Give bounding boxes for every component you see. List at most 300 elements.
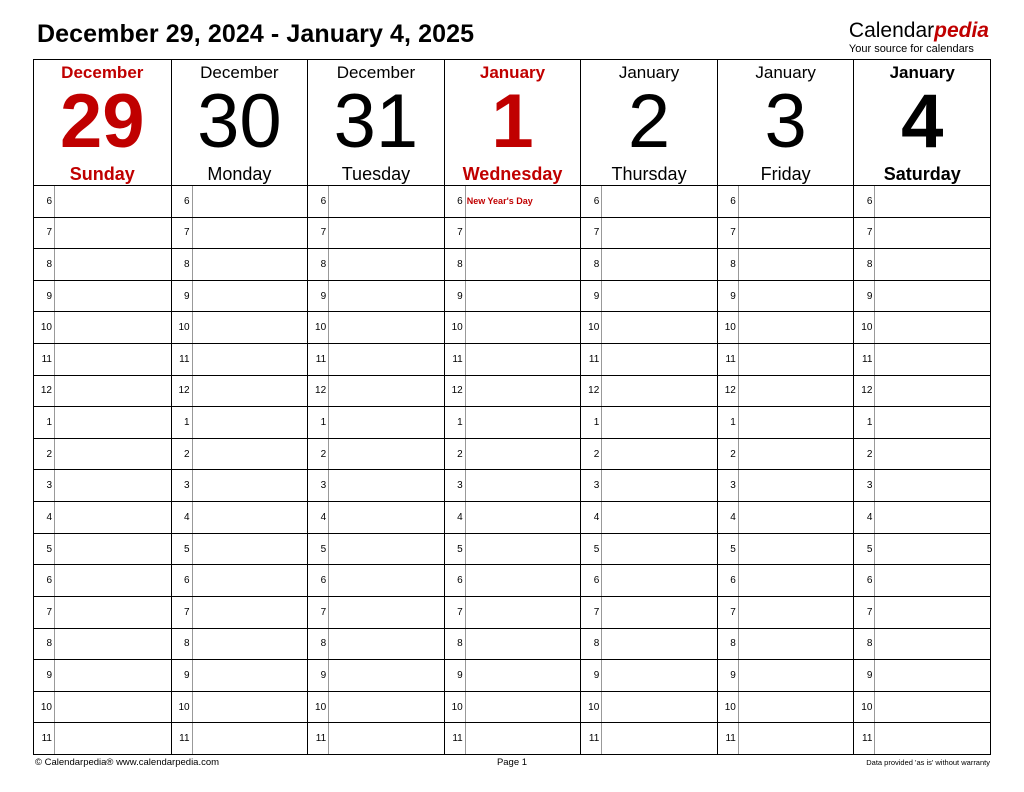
hour-label: 10 — [172, 312, 193, 343]
hour-label: 7 — [854, 218, 875, 249]
page-title: December 29, 2024 - January 4, 2025 — [37, 20, 475, 48]
hour-label: 6 — [445, 186, 466, 217]
time-slot[interactable] — [718, 723, 854, 754]
day-month: January — [618, 63, 680, 82]
time-slot[interactable] — [445, 692, 581, 724]
time-slot[interactable] — [172, 629, 308, 661]
day-column — [444, 60, 581, 754]
time-slot[interactable] — [34, 312, 171, 344]
hour-label: 6 — [445, 565, 466, 596]
time-slot[interactable] — [308, 376, 444, 408]
time-slot[interactable] — [172, 439, 308, 471]
time-slot[interactable] — [581, 344, 717, 376]
day-month: December — [336, 63, 416, 82]
hour-label: 11 — [718, 344, 739, 375]
hour-label: 10 — [308, 692, 329, 723]
hour-label: 2 — [581, 439, 602, 470]
hour-label: 3 — [718, 470, 739, 501]
day-number: 2 — [627, 79, 671, 164]
day-column — [580, 60, 717, 754]
hour-label: 2 — [172, 439, 193, 470]
time-slot[interactable] — [34, 281, 171, 313]
hour-label: 9 — [308, 660, 329, 691]
time-slot[interactable] — [581, 597, 717, 629]
hour-label: 12 — [854, 376, 875, 407]
time-slot[interactable] — [854, 502, 990, 534]
time-slot[interactable] — [172, 281, 308, 313]
hour-label: 4 — [34, 502, 55, 533]
week-grid — [33, 59, 991, 755]
time-slot[interactable] — [445, 629, 581, 661]
hour-label: 5 — [34, 534, 55, 565]
time-slots — [172, 186, 308, 754]
time-slot[interactable] — [854, 565, 990, 597]
time-slot[interactable] — [172, 470, 308, 502]
time-slot[interactable] — [718, 660, 854, 692]
hour-label: 8 — [172, 249, 193, 280]
hour-label: 1 — [34, 407, 55, 438]
time-slot[interactable] — [445, 660, 581, 692]
time-slot[interactable] — [34, 534, 171, 566]
time-slot[interactable] — [854, 186, 990, 218]
hour-label: 8 — [34, 249, 55, 280]
hour-label: 12 — [581, 376, 602, 407]
time-slot[interactable] — [445, 565, 581, 597]
time-slot[interactable] — [581, 186, 717, 218]
hour-label: 12 — [718, 376, 739, 407]
time-slot[interactable] — [854, 534, 990, 566]
time-slot[interactable] — [308, 534, 444, 566]
day-number: 3 — [764, 79, 807, 164]
time-slot[interactable] — [581, 376, 717, 408]
hour-label: 11 — [854, 723, 875, 754]
hour-label: 11 — [172, 344, 193, 375]
hour-label: 8 — [308, 629, 329, 660]
time-slot[interactable] — [854, 281, 990, 313]
time-slot[interactable] — [854, 660, 990, 692]
hour-label: 7 — [718, 218, 739, 249]
time-slot[interactable] — [854, 629, 990, 661]
day-header — [34, 60, 171, 186]
time-slots — [34, 186, 171, 754]
hour-label: 10 — [854, 692, 875, 723]
hour-label: 10 — [718, 312, 739, 343]
day-number: 4 — [901, 79, 944, 164]
time-slot[interactable] — [854, 407, 990, 439]
day-month: January — [755, 63, 816, 82]
hour-label: 6 — [718, 565, 739, 596]
time-slot[interactable] — [718, 470, 854, 502]
day-header — [854, 60, 990, 186]
hour-label: 9 — [854, 281, 875, 312]
time-slot[interactable] — [172, 376, 308, 408]
footer-copyright: © Calendarpedia® www.calendarpedia.com — [35, 757, 220, 768]
time-slot[interactable] — [34, 344, 171, 376]
time-slots — [308, 186, 444, 754]
time-slot[interactable] — [308, 281, 444, 313]
time-slot[interactable] — [445, 344, 581, 376]
hour-label: 5 — [581, 534, 602, 565]
hour-label: 8 — [445, 249, 466, 280]
hour-label: 7 — [445, 218, 466, 249]
day-weekday: Wednesday — [462, 164, 563, 184]
day-column — [34, 60, 171, 754]
hour-label: 1 — [445, 407, 466, 438]
hour-label: 3 — [172, 470, 193, 501]
hour-label: 6 — [308, 186, 329, 217]
hour-label: 7 — [172, 218, 193, 249]
hour-label: 5 — [718, 534, 739, 565]
time-slot[interactable] — [34, 470, 171, 502]
time-slot[interactable] — [34, 218, 171, 250]
time-slot[interactable] — [718, 407, 854, 439]
hour-label: 10 — [581, 312, 602, 343]
hour-label: 11 — [445, 723, 466, 754]
hour-label: 4 — [308, 502, 329, 533]
hour-label: 10 — [172, 692, 193, 723]
time-slots — [581, 186, 717, 754]
time-slot[interactable] — [34, 692, 171, 724]
time-slot[interactable] — [308, 470, 444, 502]
time-slot[interactable] — [34, 376, 171, 408]
hour-label: 7 — [172, 597, 193, 628]
hour-label: 7 — [308, 597, 329, 628]
time-slot[interactable] — [581, 534, 717, 566]
time-slot[interactable] — [172, 186, 308, 218]
time-slot[interactable] — [581, 692, 717, 724]
time-slot[interactable] — [581, 470, 717, 502]
hour-label: 1 — [718, 407, 739, 438]
time-slot[interactable] — [445, 281, 581, 313]
time-slot[interactable] — [172, 565, 308, 597]
hour-label: 7 — [854, 597, 875, 628]
hour-label: 6 — [34, 186, 55, 217]
time-slot[interactable] — [172, 692, 308, 724]
hour-label: 3 — [581, 470, 602, 501]
day-weekday: Tuesday — [341, 164, 411, 184]
hour-label: 1 — [172, 407, 193, 438]
time-slot[interactable] — [581, 629, 717, 661]
time-slots — [854, 186, 990, 754]
day-number: 29 — [60, 79, 145, 164]
time-slot[interactable] — [34, 439, 171, 471]
hour-label: 9 — [581, 281, 602, 312]
time-slot[interactable] — [308, 249, 444, 281]
time-slot[interactable] — [172, 534, 308, 566]
day-header — [445, 60, 581, 186]
hour-label: 11 — [581, 723, 602, 754]
hour-label: 4 — [172, 502, 193, 533]
hour-label: 10 — [445, 312, 466, 343]
time-slot[interactable] — [445, 723, 581, 754]
hour-label: 10 — [581, 692, 602, 723]
hour-label: 9 — [34, 281, 55, 312]
hour-label: 7 — [34, 597, 55, 628]
hour-label: 12 — [445, 376, 466, 407]
hour-label: 4 — [445, 502, 466, 533]
time-slot[interactable] — [34, 629, 171, 661]
time-slot[interactable] — [854, 218, 990, 250]
time-slot[interactable] — [718, 692, 854, 724]
time-slot[interactable] — [581, 312, 717, 344]
hour-label: 4 — [581, 502, 602, 533]
time-slot[interactable] — [854, 470, 990, 502]
hour-label: 11 — [308, 344, 329, 375]
brand-name-main: Calendar — [848, 19, 935, 42]
hour-label: 1 — [581, 407, 602, 438]
hour-label: 11 — [34, 344, 55, 375]
time-slot[interactable] — [308, 629, 444, 661]
time-slot[interactable] — [581, 565, 717, 597]
hour-label: 12 — [34, 376, 55, 407]
time-slot[interactable] — [172, 249, 308, 281]
day-month: January — [889, 63, 955, 82]
time-slot[interactable] — [718, 344, 854, 376]
day-header — [581, 60, 717, 186]
time-slot[interactable] — [854, 692, 990, 724]
hour-label: 2 — [34, 439, 55, 470]
time-slot[interactable] — [34, 502, 171, 534]
time-slot[interactable] — [172, 218, 308, 250]
time-slot[interactable] — [854, 376, 990, 408]
day-weekday: Monday — [207, 164, 272, 184]
hour-label: 7 — [581, 597, 602, 628]
hour-label: 7 — [308, 218, 329, 249]
hour-label: 2 — [854, 439, 875, 470]
time-slot[interactable] — [445, 534, 581, 566]
time-slot[interactable] — [854, 439, 990, 471]
hour-label: 8 — [172, 629, 193, 660]
time-slot[interactable] — [718, 565, 854, 597]
time-slot[interactable] — [172, 312, 308, 344]
hour-label: 8 — [34, 629, 55, 660]
time-slot[interactable] — [445, 312, 581, 344]
day-month: January — [479, 63, 546, 82]
hour-label: 6 — [581, 565, 602, 596]
hour-label: 6 — [34, 565, 55, 596]
hour-label: 8 — [718, 249, 739, 280]
time-slot[interactable] — [308, 502, 444, 534]
hour-label: 8 — [854, 249, 875, 280]
hour-label: 6 — [854, 186, 875, 217]
hour-label: 1 — [854, 407, 875, 438]
day-column — [717, 60, 854, 754]
time-slot[interactable] — [854, 597, 990, 629]
time-slot[interactable] — [581, 439, 717, 471]
time-slot[interactable] — [308, 723, 444, 754]
time-slot[interactable] — [308, 660, 444, 692]
time-slot[interactable] — [172, 723, 308, 754]
hour-label: 3 — [308, 470, 329, 501]
hour-label: 2 — [308, 439, 329, 470]
hour-label: 11 — [581, 344, 602, 375]
time-slot[interactable] — [308, 597, 444, 629]
hour-label: 9 — [172, 660, 193, 691]
time-slot[interactable] — [308, 186, 444, 218]
hour-label: 10 — [308, 312, 329, 343]
hour-label: 7 — [718, 597, 739, 628]
time-slot[interactable] — [718, 218, 854, 250]
time-slot[interactable] — [445, 407, 581, 439]
hour-label: 11 — [445, 344, 466, 375]
time-slot[interactable] — [172, 597, 308, 629]
hour-label: 4 — [718, 502, 739, 533]
day-number: 30 — [197, 79, 282, 164]
hour-label: 3 — [854, 470, 875, 501]
hour-label: 5 — [854, 534, 875, 565]
time-slot[interactable] — [854, 249, 990, 281]
day-number: 1 — [491, 79, 534, 164]
time-slot[interactable] — [445, 597, 581, 629]
time-slot[interactable] — [445, 470, 581, 502]
day-header — [718, 60, 854, 186]
hour-label: 11 — [308, 723, 329, 754]
hour-label: 1 — [308, 407, 329, 438]
time-slot[interactable] — [308, 692, 444, 724]
hour-label: 7 — [445, 597, 466, 628]
time-slot[interactable] — [854, 312, 990, 344]
hour-label: 6 — [581, 186, 602, 217]
hour-label: 12 — [308, 376, 329, 407]
hour-label: 8 — [718, 629, 739, 660]
hour-label: 3 — [34, 470, 55, 501]
day-header — [172, 60, 308, 186]
time-slot[interactable] — [718, 186, 854, 218]
time-slot[interactable] — [445, 218, 581, 250]
hour-label: 10 — [34, 312, 55, 343]
time-slot[interactable] — [445, 376, 581, 408]
day-weekday: Thursday — [611, 164, 687, 184]
hour-label: 9 — [445, 660, 466, 691]
time-slot[interactable] — [854, 723, 990, 754]
time-slot[interactable] — [308, 344, 444, 376]
hour-label: 6 — [854, 565, 875, 596]
day-weekday: Friday — [760, 164, 811, 184]
day-number: 31 — [333, 79, 419, 164]
hour-label: 11 — [172, 723, 193, 754]
time-slot[interactable] — [34, 186, 171, 218]
hour-label: 6 — [718, 186, 739, 217]
time-slot[interactable] — [308, 407, 444, 439]
hour-label: 5 — [172, 534, 193, 565]
time-slot[interactable] — [308, 218, 444, 250]
hour-label: 8 — [308, 249, 329, 280]
time-slot[interactable] — [854, 344, 990, 376]
holiday-note: New Year's Day — [466, 196, 533, 207]
day-weekday: Sunday — [69, 164, 135, 184]
time-slot[interactable] — [172, 407, 308, 439]
time-slot[interactable] — [718, 502, 854, 534]
hour-label: 6 — [172, 565, 193, 596]
brand-tagline: Your source for calendars — [848, 43, 974, 55]
hour-label: 11 — [34, 723, 55, 754]
hour-label: 6 — [172, 186, 193, 217]
time-slot[interactable] — [445, 502, 581, 534]
time-slot[interactable] — [718, 281, 854, 313]
brand-logo — [849, 20, 989, 55]
time-slot[interactable] — [718, 249, 854, 281]
hour-label: 9 — [581, 660, 602, 691]
time-slot[interactable] — [718, 312, 854, 344]
footer-page-number: Page 1 — [496, 757, 528, 768]
hour-label: 8 — [445, 629, 466, 660]
time-slot[interactable] — [718, 534, 854, 566]
time-slot[interactable] — [581, 249, 717, 281]
time-slot[interactable] — [581, 660, 717, 692]
footer-disclaimer: Data provided 'as is' without warranty — [866, 758, 990, 767]
time-slot[interactable] — [581, 407, 717, 439]
time-slot[interactable] — [34, 565, 171, 597]
time-slot[interactable] — [718, 597, 854, 629]
time-slot[interactable] — [581, 502, 717, 534]
time-slot[interactable] — [172, 660, 308, 692]
hour-label: 2 — [445, 439, 466, 470]
hour-label: 9 — [445, 281, 466, 312]
time-slot[interactable] — [308, 312, 444, 344]
time-slot[interactable] — [581, 723, 717, 754]
day-column — [853, 60, 990, 754]
hour-label: 2 — [718, 439, 739, 470]
hour-label: 7 — [581, 218, 602, 249]
time-slot[interactable] — [445, 249, 581, 281]
hour-label: 12 — [172, 376, 193, 407]
day-column — [307, 60, 444, 754]
brand-name — [849, 20, 989, 42]
hour-label: 9 — [172, 281, 193, 312]
time-slots — [445, 186, 581, 754]
time-slot[interactable] — [172, 502, 308, 534]
day-weekday: Saturday — [883, 164, 961, 184]
time-slot[interactable] — [308, 565, 444, 597]
hour-label: 11 — [854, 344, 875, 375]
time-slot[interactable] — [34, 723, 171, 754]
hour-label: 9 — [308, 281, 329, 312]
hour-label: 11 — [718, 723, 739, 754]
hour-label: 9 — [718, 660, 739, 691]
day-month: December — [200, 63, 279, 82]
time-slot[interactable] — [718, 376, 854, 408]
time-slot[interactable] — [308, 439, 444, 471]
brand-name-accent: pedia — [934, 19, 989, 42]
hour-label: 3 — [445, 470, 466, 501]
time-slot[interactable] — [718, 629, 854, 661]
time-slot[interactable] — [581, 281, 717, 313]
day-month: December — [61, 63, 144, 82]
hour-label: 10 — [34, 692, 55, 723]
time-slots — [718, 186, 854, 754]
time-slot[interactable] — [718, 439, 854, 471]
hour-label: 10 — [445, 692, 466, 723]
hour-label: 7 — [34, 218, 55, 249]
time-slot[interactable] — [34, 660, 171, 692]
time-slot[interactable] — [172, 344, 308, 376]
hour-label: 8 — [581, 629, 602, 660]
time-slot[interactable] — [34, 597, 171, 629]
hour-label: 10 — [718, 692, 739, 723]
day-column — [171, 60, 308, 754]
time-slot[interactable] — [34, 249, 171, 281]
hour-label: 8 — [581, 249, 602, 280]
hour-label: 6 — [308, 565, 329, 596]
time-slot[interactable] — [445, 439, 581, 471]
hour-label: 5 — [308, 534, 329, 565]
hour-label: 5 — [445, 534, 466, 565]
time-slot[interactable] — [581, 218, 717, 250]
time-slot[interactable] — [445, 186, 581, 218]
hour-label: 8 — [854, 629, 875, 660]
hour-label: 9 — [854, 660, 875, 691]
time-slot[interactable] — [34, 407, 171, 439]
